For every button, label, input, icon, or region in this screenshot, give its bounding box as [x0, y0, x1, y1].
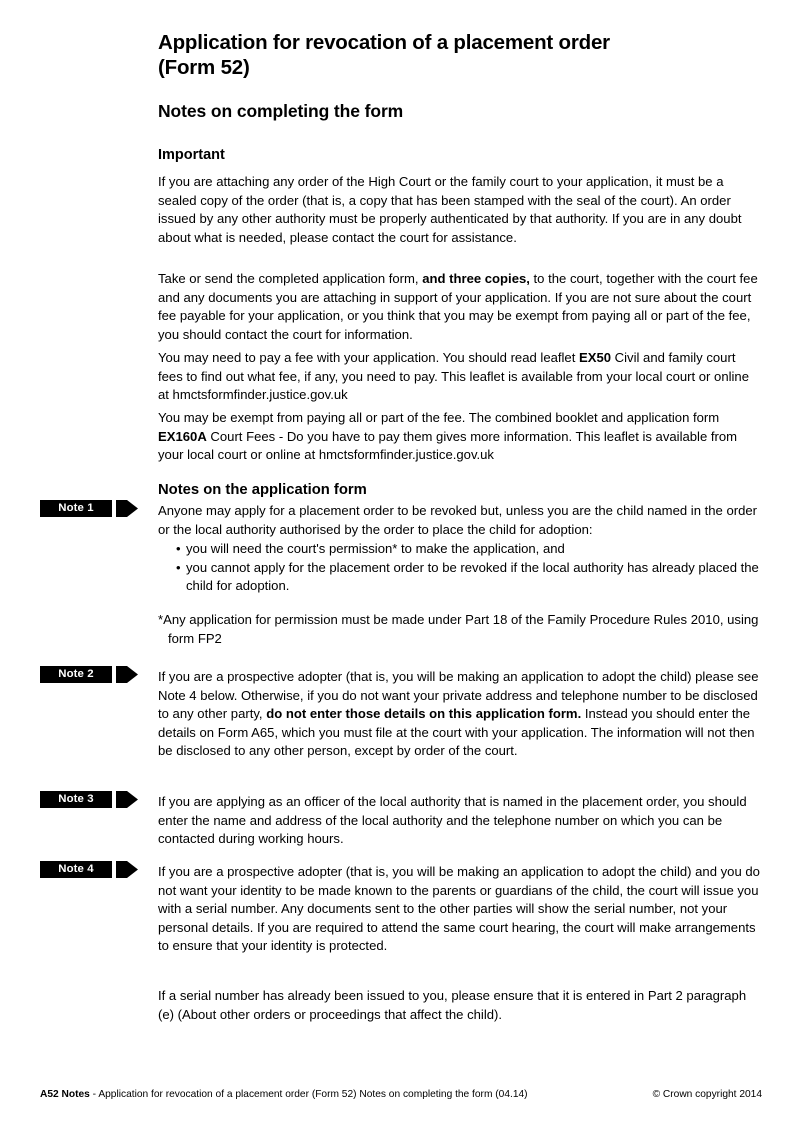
important-paragraph-3: [158, 349, 762, 405]
title-line-2: (Form 52): [158, 56, 250, 79]
note-3-body: [158, 793, 762, 849]
rich-paragraph: [158, 668, 762, 761]
note-4-body-continued: [158, 987, 762, 1024]
important-paragraph-1: [158, 173, 762, 247]
note-badge-label: Note 3: [40, 791, 112, 808]
rich-paragraph: [158, 409, 762, 465]
emphasis-text: do not enter those details on this application form.: [266, 706, 582, 721]
footer-form-code: A52 Notes: [40, 1089, 90, 1100]
plain-text: If you are attaching any order of the High Court or the family court to your application, it must be a sealed copy of the order (that is, a copy that has been stamped with the seal of the court). An order issued by any other authority must be properly authenticated by that authority. If you are in any doubt about what is needed, please contact the court for assistance.: [158, 174, 742, 245]
plain-text: You may be exempt from paying all or part of the fee. The combined booklet and application form: [158, 410, 720, 425]
rich-paragraph: [158, 502, 762, 539]
emphasis-text: EX160A: [158, 428, 207, 444]
plain-text: Anyone may apply for a placement order to be revoked but, unless you are the child named in the order or the local authority authorised by the order to place the child for adoption:: [158, 503, 758, 537]
list-item-label: you will need the court's permission* to make the application, and: [186, 541, 565, 556]
rich-paragraph: [158, 173, 762, 247]
plain-text: Civil and family court fees to find out what fee, if any, you need to pay. This leaflet is available from your local court or online at hmctsformfinder.justice.gov.uk: [158, 350, 750, 402]
emphasis-text: and three copies,: [422, 271, 530, 286]
plain-text: If you are applying as an officer of the local authority that is named in the placement order, you should enter the name and address of the local authority and the telephone number on which you can be contacted during working hours.: [158, 794, 747, 846]
page-footer: [40, 1088, 762, 1101]
rich-paragraph: [158, 349, 762, 405]
note-badge-1: [40, 500, 140, 517]
plain-text: Take or send the completed application form,: [158, 271, 423, 286]
plain-text: Instead you should enter the details on Form A65, which you must file at the court with your application. The information will not then be disclosed to any other person, except by order of the court.: [158, 706, 755, 758]
footer-form-reference: [40, 1088, 528, 1101]
arrow-right-icon: [116, 666, 138, 683]
note-1-bullets: [158, 540, 762, 596]
footer-description: Application for revocation of a placement order (Form 52) Notes on completing the form (04.14): [98, 1089, 528, 1100]
note-badge-2: [40, 666, 140, 683]
plain-text: If you are a prospective adopter (that is, you will be making an application to adopt the child) please see Note 4 below. Otherwise, if you do not want your private address and telephone number to be disclosed to any other party,: [158, 669, 759, 721]
note-badge-label: Note 1: [40, 500, 112, 517]
note-badge-label: Note 4: [40, 861, 112, 878]
document-title: [158, 30, 762, 80]
arrow-right-icon: [116, 791, 138, 808]
bullet-icon: •: [176, 541, 181, 556]
list-item: [158, 559, 762, 596]
important-paragraph-2: [158, 270, 762, 344]
note-2-body: [158, 668, 762, 761]
note-4-body: [158, 863, 762, 956]
footer-copyright: © Crown copyright 2014: [652, 1089, 762, 1100]
note-badge-4: [40, 861, 140, 878]
note-badge-3: [40, 791, 140, 808]
list-item-label: you cannot apply for the placement order to be revoked if the local authority has already placed the child for adoption.: [186, 559, 759, 593]
bullet-icon: •: [176, 559, 181, 575]
rich-paragraph: [158, 793, 762, 849]
document-subtitle: Notes on completing the form: [158, 101, 404, 121]
plain-text: If a serial number has already been issued to you, please ensure that it is entered in Part 2 paragraph (e) (About other orders or proceedings that affect the child).: [158, 988, 747, 1022]
footer-separator: -: [89, 1089, 99, 1100]
title-line-1: Application for revocation of a placement order: [158, 31, 610, 54]
note-1-body: [158, 502, 762, 539]
arrow-right-icon: [116, 500, 138, 517]
rich-paragraph: [158, 987, 762, 1024]
plain-text: You may need to pay a fee with your application. You should read leaflet: [158, 350, 579, 365]
arrow-right-icon: [116, 861, 138, 878]
note-1-footnote: *Any application for permission must be made under Part 18 of the Family Procedure Rules 2010, using form FP2: [158, 612, 759, 646]
application-notes-heading: Notes on the application form: [158, 482, 367, 498]
important-paragraph-4: [158, 409, 762, 465]
list-item: [158, 540, 762, 559]
note-badge-label: Note 2: [40, 666, 112, 683]
plain-text: If you are a prospective adopter (that is, you will be making an application to adopt the child) and you do not want your identity to be made known to the parents or guardians of the child, the court will issue you with a serial number. Any documents sent to the other parties will show the serial number, not your personal details. If you are required to attend the same court hearing, the court will make arrangements to ensure that your identity is protected.: [158, 864, 760, 953]
important-heading: Important: [158, 147, 225, 163]
bullet-list: [158, 540, 762, 596]
plain-text: to the court, together with the court fee and any documents you are attaching in support of your application. If you are not sure about the court fee payable for your application, or you think that you may be exempt from paying all or part of the fee, you should contact the court for information.: [158, 271, 758, 342]
emphasis-text: EX50: [579, 350, 612, 365]
rich-paragraph: [158, 863, 762, 956]
plain-text: Court Fees - Do you have to pay them gives more information. This leaflet is available from your local court or online at hmctsformfinder.justice.gov.uk: [158, 428, 738, 462]
rich-paragraph: [158, 270, 762, 344]
